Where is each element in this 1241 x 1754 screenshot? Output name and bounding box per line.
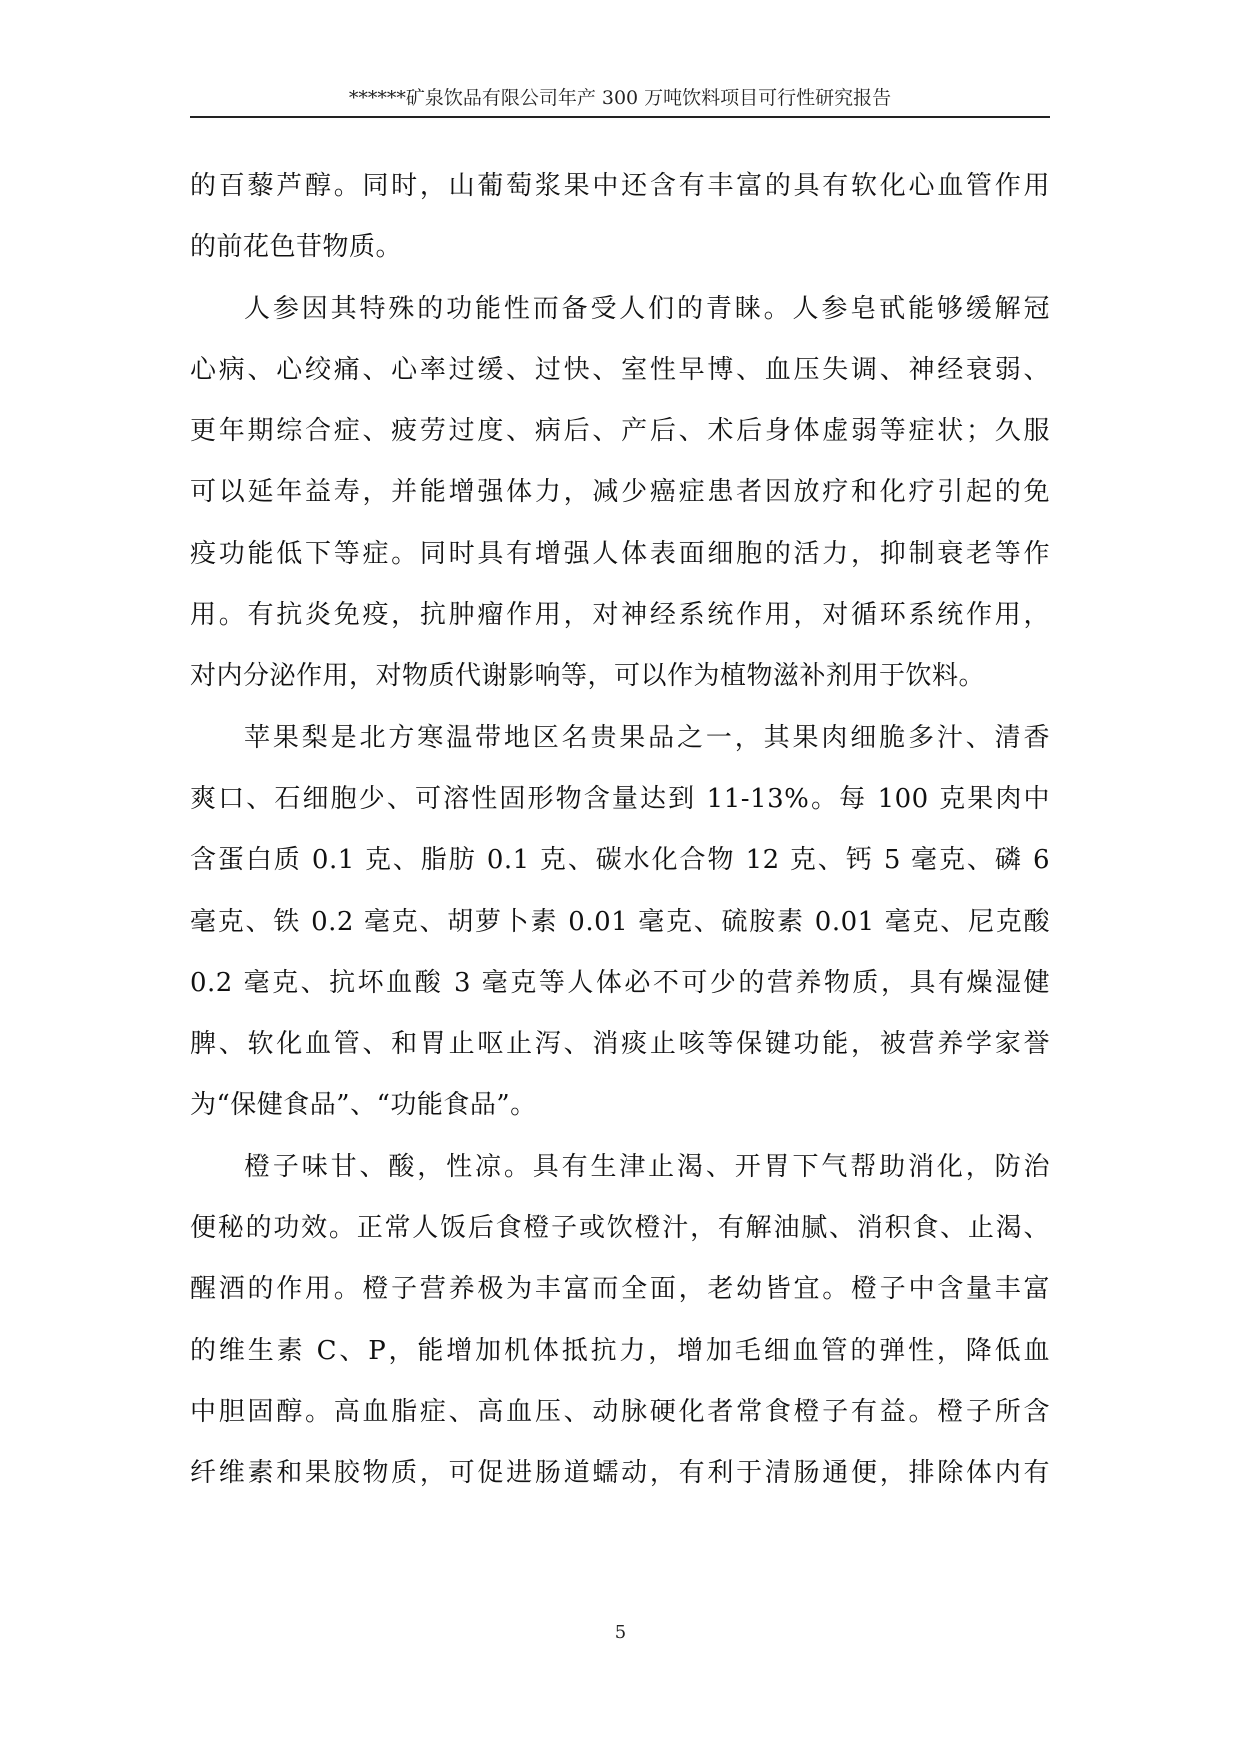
text-line: 含蛋白质 0.1 克、脂肪 0.1 克、碳水化合物 12 克、钙 5 毫克、磷 6: [190, 845, 1050, 876]
header-divider: [190, 116, 1050, 118]
text-line: 用。有抗炎免疫，抗肿瘤作用，对神经系统作用，对循环系统作用，: [190, 600, 1050, 631]
document-body: [190, 156, 1050, 1505]
text-line: 的前花色苷物质。: [190, 232, 403, 263]
text-line: 心病、心绞痛、心率过缓、过快、室性早博、血压失调、神经衰弱、: [190, 354, 1050, 385]
text-line: 毫克、铁 0.2 毫克、胡萝卜素 0.01 毫克、硫胺素 0.01 毫克、尼克酸: [190, 906, 1050, 937]
text-line: 的百藜芦醇。同时，山葡萄浆果中还含有丰富的具有软化心血管作用: [190, 171, 1050, 201]
page-header-title: ******矿泉饮品有限公司年产 300 万吨饮料项目可行性研究报告: [348, 87, 892, 109]
text-line: 纤维素和果胶物质，可促进肠道蠕动，有利于清肠通便，排除体内有: [190, 1458, 1050, 1489]
text-line: 疫功能低下等症。同时具有增强人体表面细胞的活力，抑制衰老等作: [190, 538, 1050, 569]
text-line: 橙子味甘、酸，性凉。具有生津止渴、开胃下气帮助消化，防治: [244, 1151, 1050, 1182]
text-line: 便秘的功效。正常人饭后食橙子或饮橙汁，有解油腻、消积食、止渴、: [190, 1213, 1050, 1244]
page-number: 5: [614, 1622, 627, 1643]
text-line: 更年期综合症、疲劳过度、病后、产后、术后身体虚弱等症状；久服: [190, 416, 1050, 447]
text-line: 0.2 毫克、抗坏血酸 3 毫克等人体必不可少的营养物质，具有燥湿健: [190, 967, 1050, 998]
text-line: 人参因其特殊的功能性而备受人们的青睐。人参皂甙能够缓解冠: [244, 293, 1050, 324]
text-line: 的维生素 C、P，能增加机体抵抗力，增加毛细血管的弹性，降低血: [190, 1335, 1050, 1366]
text-line: 为“保健食品”、“功能食品”。: [190, 1090, 537, 1121]
text-line: 对内分泌作用，对物质代谢影响等，可以作为植物滋补剂用于饮料。: [190, 661, 986, 692]
text-line: 可以延年益寿，并能增强体力，减少癌症患者因放疗和化疗引起的免: [190, 477, 1050, 508]
text-line: 中胆固醇。高血脂症、高血压、动脉硬化者常食橙子有益。橙子所含: [190, 1396, 1050, 1427]
text-line: 爽口、石细胞少、可溶性固形物含量达到 11-13%。每 100 克果肉中: [190, 783, 1050, 814]
text-line: 脾、软化血管、和胃止呕止泻、消痰止咳等保键功能，被营养学家誉: [190, 1029, 1050, 1060]
text-line: 醒酒的作用。橙子营养极为丰富而全面，老幼皆宜。橙子中含量丰富: [190, 1274, 1050, 1305]
text-line: 苹果梨是北方寒温带地区名贵果品之一，其果肉细脆多汁、清香: [244, 722, 1050, 753]
